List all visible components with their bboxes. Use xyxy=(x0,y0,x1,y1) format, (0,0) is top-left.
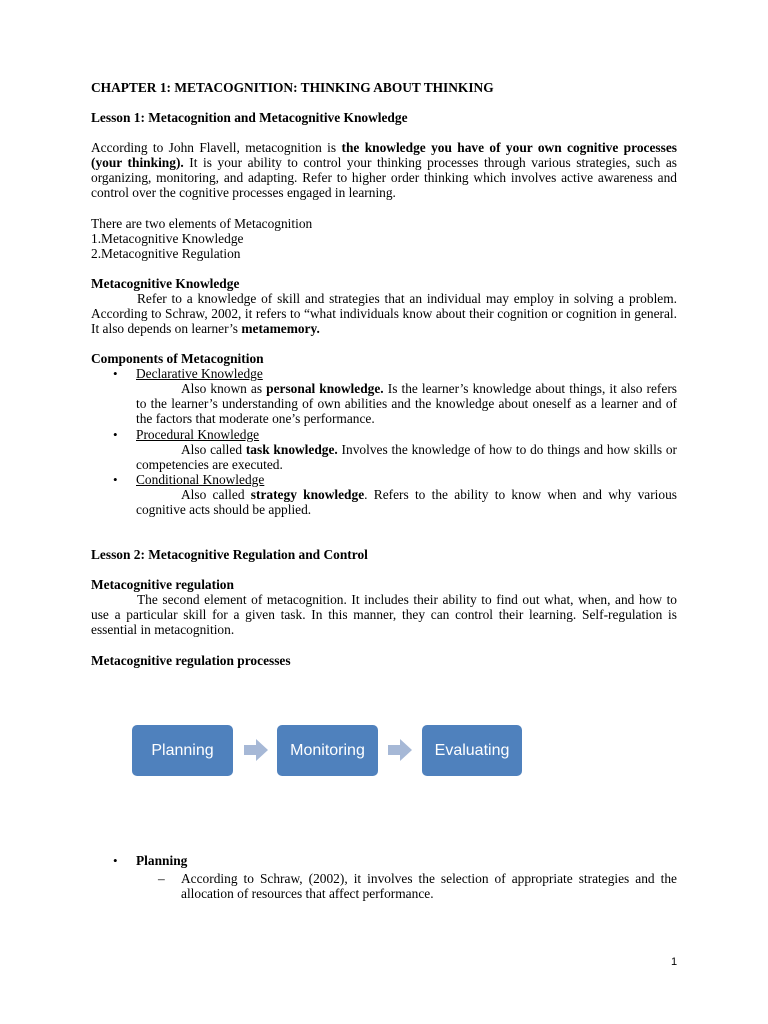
dash-marker: – xyxy=(158,871,165,886)
element-item-2: 2.Metacognitive Regulation xyxy=(91,246,241,261)
component-text-b: . Refers to the ability to know when and why various cognitive acts should be applied. xyxy=(136,487,677,518)
mk-text: Refer to a knowledge of skill and strategies that an individual may employ in solving a problem. According to Schraw, 2002, it refers to “what individuals know about their cognition or cognition in general. It also depends on learner’s xyxy=(91,291,677,337)
bullet-icon: • xyxy=(113,366,118,381)
component-conditional-title: Conditional Knowledge xyxy=(136,472,265,487)
component-text-a: Also called xyxy=(181,487,251,502)
component-bold-text: task knowledge. xyxy=(245,442,338,457)
intro-text-b: It is your ability to control your thinking processes through various strategies, such as organizing, monitoring, and adapting. Refer to higher order thinking which involves active awareness and control over the cognitive processes engaged in learning. xyxy=(91,155,677,201)
component-text-a: Also called xyxy=(181,442,246,457)
intro-paragraph xyxy=(91,140,677,200)
component-bold-text: personal knowledge. xyxy=(266,381,384,396)
flow-box-monitoring: Monitoring xyxy=(277,725,378,776)
metacognitive-regulation-heading: Metacognitive regulation xyxy=(91,577,234,592)
bullet-icon: • xyxy=(113,472,118,487)
flow-box-evaluating: Evaluating xyxy=(422,725,522,776)
flow-arrow-icon xyxy=(244,738,268,762)
intro-text-a: According to John Flavell, metacognition is xyxy=(91,140,342,155)
chapter-title: CHAPTER 1: METACOGNITION: THINKING ABOUT THINKING xyxy=(91,80,494,95)
component-conditional-text xyxy=(136,487,677,517)
elements-intro: There are two elements of Metacognition xyxy=(91,216,313,231)
page-number: 1 xyxy=(671,956,678,968)
component-text-b: Is the learner’s knowledge about things, it also refers to the learner’s understanding of own abilities and the knowledge about oneself as a learner and of the factors that moderate one’s performance. xyxy=(136,381,678,427)
lesson2-title: Lesson 2: Metacognitive Regulation and Control xyxy=(91,547,368,562)
metacognitive-knowledge-heading: Metacognitive Knowledge xyxy=(91,276,240,291)
component-text-b: Involves the knowledge of how to do things and how skills or competencies are executed. xyxy=(136,442,677,473)
metacognitive-regulation-paragraph: The second element of metacognition. It includes their ability to find out what, when, and how to use a particular skill for a given task. In this manner, they can control their learning. Self-regulation is essential in metacognition. xyxy=(91,592,677,638)
component-text-a: Also known as xyxy=(181,381,267,396)
components-heading: Components of Metacognition xyxy=(91,351,264,366)
flow-box-planning: Planning xyxy=(132,725,233,776)
lesson1-title: Lesson 1: Metacognition and Metacognitive Knowledge xyxy=(91,110,408,125)
bullet-icon: • xyxy=(113,427,118,442)
flow-arrow-icon xyxy=(388,738,412,762)
planning-label: Planning xyxy=(136,853,188,868)
bullet-icon: • xyxy=(113,853,118,868)
component-procedural-title: Procedural Knowledge xyxy=(136,427,260,442)
intro-bold-text: the knowledge you have of your own cognitive processes (your thinking). xyxy=(91,140,677,171)
component-bold-text: strategy knowledge xyxy=(250,487,365,502)
regulation-processes-heading: Metacognitive regulation processes xyxy=(91,653,291,668)
component-declarative-title: Declarative Knowledge xyxy=(136,366,263,381)
element-item-1: 1.Metacognitive Knowledge xyxy=(91,231,244,246)
metacognitive-knowledge-paragraph xyxy=(91,291,677,336)
mk-bold-text: metamemory. xyxy=(241,321,320,337)
component-declarative-text xyxy=(136,381,677,426)
planning-text: According to Schraw, (2002), it involves the selection of appropriate strategies and the allocation of resources that affect performance. xyxy=(181,871,677,902)
component-procedural-text xyxy=(136,442,677,472)
